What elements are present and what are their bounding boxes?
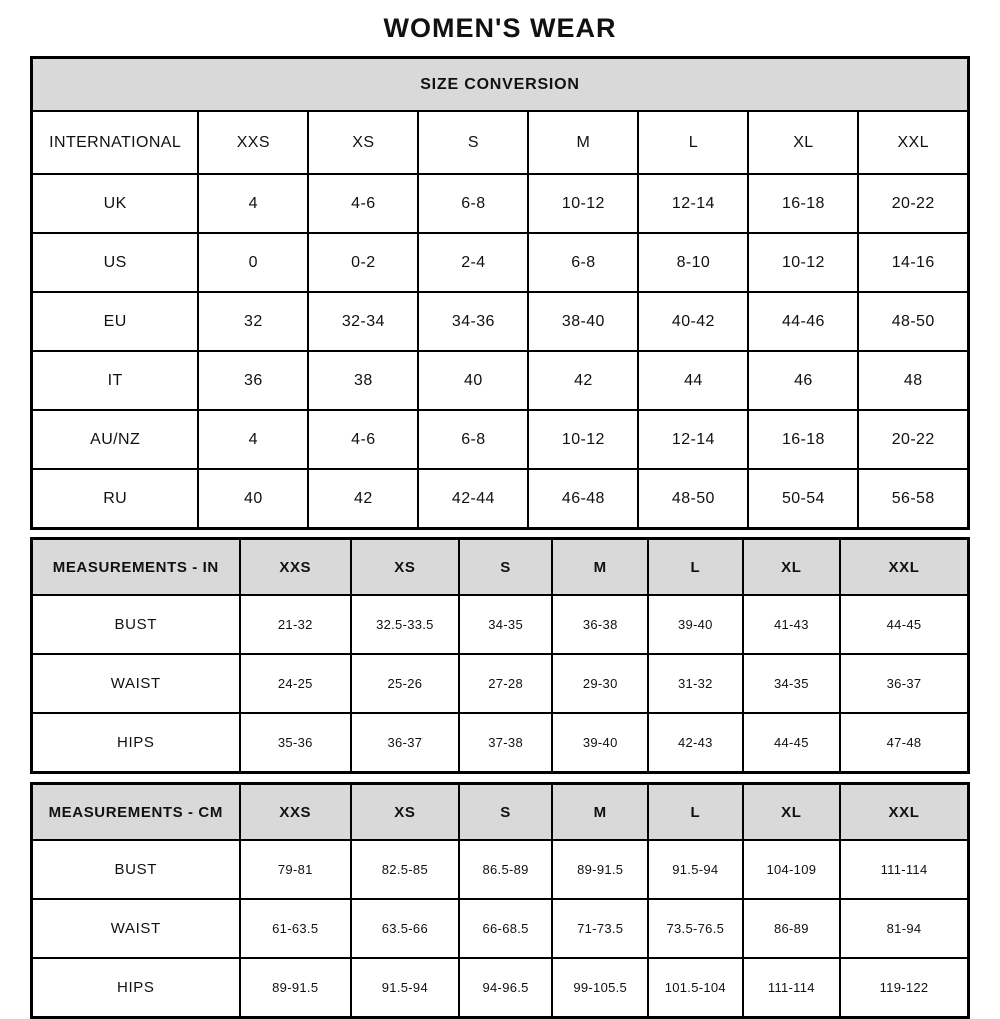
value-cell: 91.5-94 xyxy=(648,840,743,899)
value-cell: 42 xyxy=(308,469,418,529)
table-row xyxy=(32,840,969,899)
value-cell: 32-34 xyxy=(308,292,418,351)
column-header-row xyxy=(32,539,969,596)
value-cell: 21-32 xyxy=(240,595,352,654)
value-cell: 46-48 xyxy=(528,469,638,529)
value-cell: 27-28 xyxy=(459,654,553,713)
row-label: BUST xyxy=(32,840,240,899)
value-cell: 82.5-85 xyxy=(351,840,459,899)
column-header: XS xyxy=(351,784,459,841)
value-cell: 81-94 xyxy=(840,899,968,958)
value-cell: 10-12 xyxy=(528,410,638,469)
value-cell: 4-6 xyxy=(308,174,418,233)
row-label: RU xyxy=(32,469,199,529)
row-label: UK xyxy=(32,174,199,233)
column-header: XL xyxy=(743,784,840,841)
value-cell: 79-81 xyxy=(240,840,352,899)
measurements-cm-table xyxy=(30,782,970,1019)
value-cell: 10-12 xyxy=(748,233,858,292)
value-cell: 32 xyxy=(198,292,308,351)
value-cell: 4 xyxy=(198,410,308,469)
column-header: XXL xyxy=(840,539,968,596)
value-cell: 36 xyxy=(198,351,308,410)
value-cell: 91.5-94 xyxy=(351,958,459,1018)
value-cell: 44-46 xyxy=(748,292,858,351)
value-cell: 0-2 xyxy=(308,233,418,292)
value-cell: 42-43 xyxy=(648,713,743,773)
column-header: L xyxy=(648,784,743,841)
value-cell: 119-122 xyxy=(840,958,968,1018)
column-header: S xyxy=(418,111,528,174)
column-header: M xyxy=(528,111,638,174)
value-cell: 44 xyxy=(638,351,748,410)
value-cell: 40 xyxy=(418,351,528,410)
measurements-in-header: MEASUREMENTS - IN xyxy=(32,539,240,596)
table-row xyxy=(32,469,969,529)
column-header: S xyxy=(459,539,553,596)
table-row xyxy=(32,233,969,292)
measurements-cm-header: MEASUREMENTS - CM xyxy=(32,784,240,841)
value-cell: 42-44 xyxy=(418,469,528,529)
value-cell: 111-114 xyxy=(743,958,840,1018)
measurements-in-table xyxy=(30,537,970,774)
value-cell: 4-6 xyxy=(308,410,418,469)
size-conversion-header: SIZE CONVERSION xyxy=(32,58,969,112)
table-row xyxy=(32,899,969,958)
row-label: WAIST xyxy=(32,899,240,958)
value-cell: 0 xyxy=(198,233,308,292)
column-header-row xyxy=(32,111,969,174)
value-cell: 38 xyxy=(308,351,418,410)
column-header: INTERNATIONAL xyxy=(32,111,199,174)
value-cell: 44-45 xyxy=(840,595,968,654)
value-cell: 48-50 xyxy=(858,292,968,351)
value-cell: 25-26 xyxy=(351,654,459,713)
value-cell: 20-22 xyxy=(858,174,968,233)
value-cell: 40 xyxy=(198,469,308,529)
column-header: XS xyxy=(351,539,459,596)
value-cell: 4 xyxy=(198,174,308,233)
value-cell: 48-50 xyxy=(638,469,748,529)
column-header: XXS xyxy=(198,111,308,174)
value-cell: 42 xyxy=(528,351,638,410)
value-cell: 12-14 xyxy=(638,410,748,469)
column-header: XL xyxy=(748,111,858,174)
value-cell: 41-43 xyxy=(743,595,840,654)
table-banner-row xyxy=(32,58,969,112)
value-cell: 94-96.5 xyxy=(459,958,553,1018)
value-cell: 48 xyxy=(858,351,968,410)
value-cell: 39-40 xyxy=(552,713,648,773)
row-label: AU/NZ xyxy=(32,410,199,469)
table-row xyxy=(32,713,969,773)
value-cell: 36-37 xyxy=(840,654,968,713)
value-cell: 86-89 xyxy=(743,899,840,958)
column-header: XL xyxy=(743,539,840,596)
value-cell: 46 xyxy=(748,351,858,410)
column-header: M xyxy=(552,784,648,841)
column-header-row xyxy=(32,784,969,841)
value-cell: 111-114 xyxy=(840,840,968,899)
value-cell: 2-4 xyxy=(418,233,528,292)
table-gap xyxy=(30,774,970,782)
table-row xyxy=(32,351,969,410)
column-header: S xyxy=(459,784,553,841)
value-cell: 6-8 xyxy=(418,174,528,233)
table-row xyxy=(32,174,969,233)
row-label: EU xyxy=(32,292,199,351)
value-cell: 32.5-33.5 xyxy=(351,595,459,654)
column-header: XXL xyxy=(840,784,968,841)
value-cell: 101.5-104 xyxy=(648,958,743,1018)
value-cell: 6-8 xyxy=(528,233,638,292)
column-header: XS xyxy=(308,111,418,174)
value-cell: 24-25 xyxy=(240,654,352,713)
value-cell: 61-63.5 xyxy=(240,899,352,958)
value-cell: 71-73.5 xyxy=(552,899,648,958)
row-label: WAIST xyxy=(32,654,240,713)
value-cell: 16-18 xyxy=(748,174,858,233)
value-cell: 35-36 xyxy=(240,713,352,773)
value-cell: 8-10 xyxy=(638,233,748,292)
value-cell: 86.5-89 xyxy=(459,840,553,899)
value-cell: 10-12 xyxy=(528,174,638,233)
value-cell: 104-109 xyxy=(743,840,840,899)
column-header: XXS xyxy=(240,539,352,596)
row-label: HIPS xyxy=(32,713,240,773)
value-cell: 99-105.5 xyxy=(552,958,648,1018)
value-cell: 34-36 xyxy=(418,292,528,351)
value-cell: 34-35 xyxy=(743,654,840,713)
column-header: M xyxy=(552,539,648,596)
column-header: L xyxy=(638,111,748,174)
value-cell: 89-91.5 xyxy=(240,958,352,1018)
table-gap xyxy=(30,530,970,537)
value-cell: 39-40 xyxy=(648,595,743,654)
table-row xyxy=(32,595,969,654)
value-cell: 14-16 xyxy=(858,233,968,292)
row-label: BUST xyxy=(32,595,240,654)
value-cell: 34-35 xyxy=(459,595,553,654)
value-cell: 38-40 xyxy=(528,292,638,351)
value-cell: 63.5-66 xyxy=(351,899,459,958)
page-title: WOMEN'S WEAR xyxy=(383,12,617,43)
value-cell: 66-68.5 xyxy=(459,899,553,958)
value-cell: 36-37 xyxy=(351,713,459,773)
table-row xyxy=(32,410,969,469)
value-cell: 89-91.5 xyxy=(552,840,648,899)
value-cell: 16-18 xyxy=(748,410,858,469)
value-cell: 40-42 xyxy=(638,292,748,351)
column-header: L xyxy=(648,539,743,596)
value-cell: 56-58 xyxy=(858,469,968,529)
value-cell: 73.5-76.5 xyxy=(648,899,743,958)
row-label: US xyxy=(32,233,199,292)
table-row xyxy=(32,654,969,713)
row-label: IT xyxy=(32,351,199,410)
table-row xyxy=(32,292,969,351)
value-cell: 37-38 xyxy=(459,713,553,773)
value-cell: 36-38 xyxy=(552,595,648,654)
value-cell: 44-45 xyxy=(743,713,840,773)
value-cell: 47-48 xyxy=(840,713,968,773)
row-label: HIPS xyxy=(32,958,240,1018)
table-row xyxy=(32,958,969,1018)
value-cell: 29-30 xyxy=(552,654,648,713)
value-cell: 50-54 xyxy=(748,469,858,529)
value-cell: 12-14 xyxy=(638,174,748,233)
value-cell: 31-32 xyxy=(648,654,743,713)
column-header: XXS xyxy=(240,784,352,841)
value-cell: 6-8 xyxy=(418,410,528,469)
size-conversion-table xyxy=(30,56,970,530)
column-header: XXL xyxy=(858,111,968,174)
value-cell: 20-22 xyxy=(858,410,968,469)
